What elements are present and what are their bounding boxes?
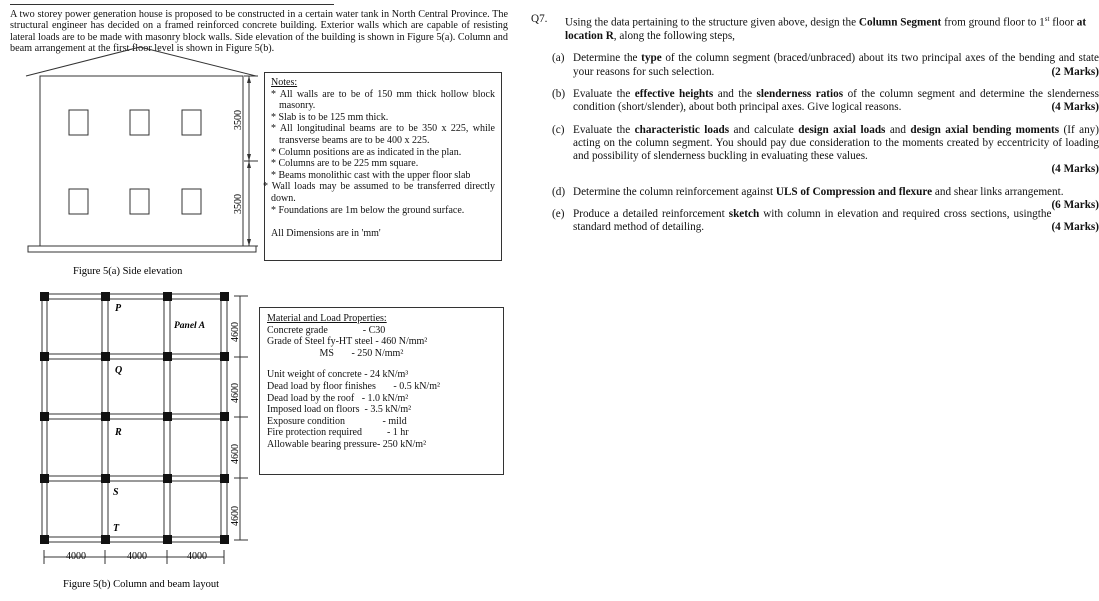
column — [163, 412, 172, 421]
material-row: Grade of Steel fy-HT steel - 460 N/mm² — [267, 336, 428, 348]
building-walls — [40, 76, 243, 246]
marks-a: (2 Marks) — [1051, 65, 1099, 78]
figure-5b-caption: Figure 5(b) Column and beam layout — [63, 579, 220, 590]
load-row: Imposed load on floors - 3.5 kN/m² — [267, 404, 412, 416]
notes-box — [264, 72, 502, 261]
label-s: S — [113, 487, 119, 498]
column — [101, 412, 110, 421]
question-part-d: (d) Determine the column reinforcement against ULS of Compression and flexure and shear links arrangement. (6 Marks) — [552, 185, 1099, 211]
column — [101, 292, 110, 301]
column — [101, 474, 110, 483]
column — [101, 535, 110, 544]
question-number: Q7. — [531, 13, 548, 25]
column — [40, 352, 49, 361]
note-item: * Column positions are as indicated in the plan. — [271, 146, 462, 158]
column — [163, 352, 172, 361]
column — [101, 352, 110, 361]
notes-footer: All Dimensions are in 'mm' — [271, 228, 381, 240]
dim-v-4: 4600 — [230, 506, 241, 526]
question-heading: Q7. Using the data pertaining to the structure given above, design the Column Segment from ground floor to 1st floor at location R, along the following steps, — [531, 13, 1087, 43]
dim-v-2: 4600 — [230, 383, 241, 403]
load-row: Allowable bearing pressure- 250 kN/m² — [267, 438, 427, 450]
dim-upper: 3500 — [233, 110, 244, 130]
ground-slab — [28, 246, 256, 252]
column — [220, 535, 229, 544]
figure-5a-caption: Figure 5(a) Side elevation — [73, 266, 183, 277]
dim-h-1: 4000 — [66, 551, 86, 562]
note-item: * All longitudinal beams are to be 350 x 225, while transverse beams are to be 400 x 225. — [271, 123, 495, 146]
question-part-a: (a) Determine the type of the column segment (braced/unbraced) about its two principal axes of the bending and state your reasons for such selection. (2 Marks) — [552, 52, 1099, 78]
question-part-b: (b) Evaluate the effective heights and the slenderness ratios of the column segment and determine the slenderness condition (short/slender), about both principal axes. Give logical reasons. (4 Marks) — [552, 87, 1099, 114]
dim-h-3: 4000 — [187, 551, 207, 562]
load-row: Unit weight of concrete - 24 kN/m³ — [267, 369, 409, 381]
marks-d: (6 Marks) — [1051, 199, 1099, 211]
window — [182, 110, 201, 135]
load-row: Dead load by floor finishes - 0.5 kN/m² — [267, 380, 440, 392]
dim-v-1: 4600 — [230, 322, 241, 342]
marks-b: (4 Marks) — [1051, 101, 1099, 114]
column — [163, 292, 172, 301]
material-properties-box — [259, 307, 504, 475]
column — [220, 352, 229, 361]
column — [40, 412, 49, 421]
label-t: T — [113, 523, 120, 534]
note-item: * Foundations are 1m below the ground surface. — [271, 204, 465, 216]
window — [182, 189, 201, 214]
column — [40, 535, 49, 544]
question-part-c: (c) Evaluate the characteristic loads and calculate design axial loads and design axial bending moments (If any) acting on the column segment. You should pay due consideration to the moments created by eccentricity of loading and possibility of slenderness buckling in evaluating these values. (4 Marks) — [552, 123, 1099, 176]
marks-e: (4 Marks) — [1051, 221, 1099, 234]
note-item: * All walls are to be of 150 mm thick hollow block masonry. — [271, 88, 495, 112]
label-r: R — [115, 427, 122, 438]
note-item: * Slab is to be 125 mm thick. — [271, 111, 389, 123]
panel-a-label: Panel A — [174, 321, 206, 331]
materials-title: Material and Load Properties: — [267, 313, 387, 324]
column — [163, 535, 172, 544]
column — [163, 474, 172, 483]
column — [40, 292, 49, 301]
column — [40, 474, 49, 483]
notes-title: Notes: — [271, 77, 298, 88]
load-row: Dead load by the roof - 1.0 kN/m² — [267, 392, 409, 404]
window — [130, 189, 149, 214]
column — [220, 292, 229, 301]
note-item: * Columns are to be 225 mm square. — [271, 158, 419, 170]
plan-layout — [42, 294, 227, 542]
label-p: P — [115, 303, 122, 314]
load-row: Fire protection required - 1 hr — [267, 427, 409, 439]
roof-outline — [26, 47, 256, 76]
window — [69, 110, 88, 135]
label-q: Q — [115, 365, 123, 376]
marks-c: (4 Marks) — [1051, 163, 1099, 176]
load-row: Exposure condition - mild — [267, 415, 407, 427]
question-section — [531, 13, 1099, 235]
column — [220, 474, 229, 483]
window — [130, 110, 149, 135]
material-row: Concrete grade - C30 — [267, 324, 386, 336]
window — [69, 189, 88, 214]
dim-h-2: 4000 — [127, 551, 147, 562]
note-item: * Wall loads may be assumed to be transferred directly down. — [263, 181, 495, 204]
column — [220, 412, 229, 421]
note-item: * Beams monolithic cast with the upper floor slab — [271, 169, 471, 181]
material-row: MS - 250 N/mm² — [267, 347, 404, 359]
dim-v-3: 4600 — [230, 444, 241, 464]
dim-lower: 3500 — [233, 194, 244, 214]
intro-paragraph: A two storey power generation house is proposed to be constructed in a certain water tank in North Central Province. The structural engineer has decided on a framed reinforced concrete building. Exterior walls which are capable of resisting lateral loads are to be made with masonry block walls. Side elevation of the building is shown in Figure 5(a). Column and beam arrangement at the first floor level is shown in Figure 5(b). — [10, 9, 508, 55]
question-part-e: (e) Produce a detailed reinforcement sketch with column in elevation and required cross sections, usingthe standard method of detailing. (4 Marks) — [552, 208, 1099, 234]
